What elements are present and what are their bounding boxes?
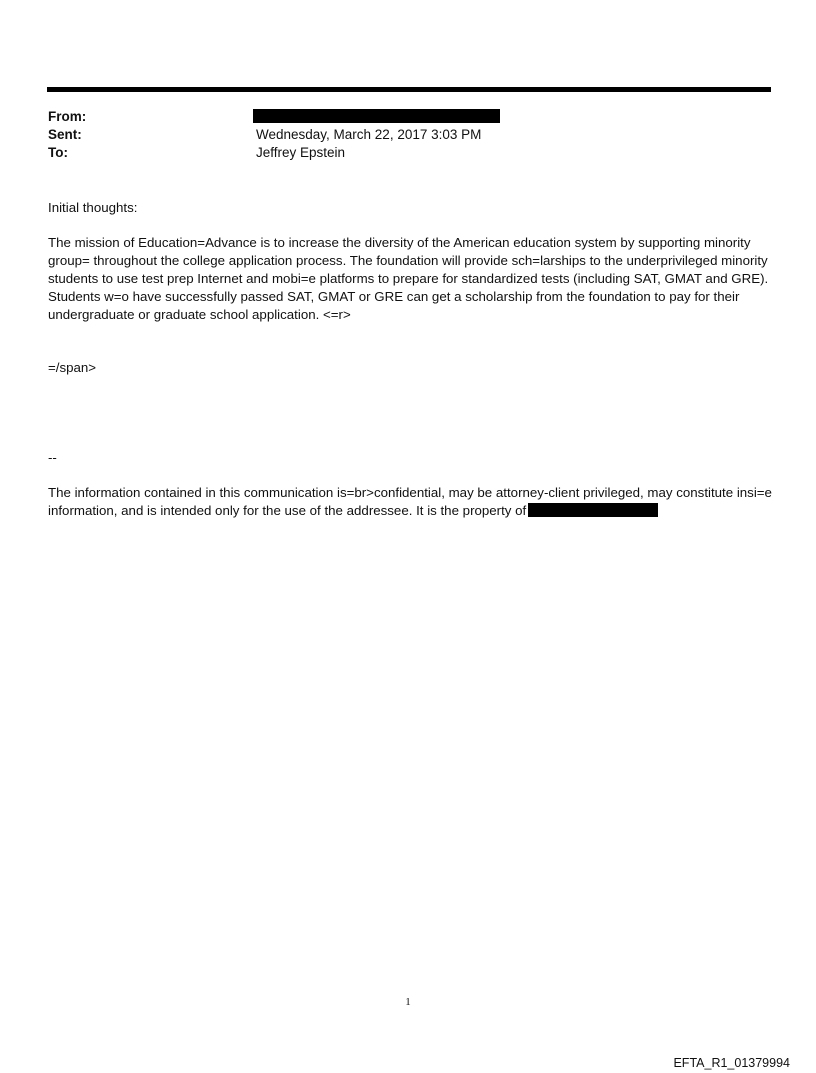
span-artifact-text: =/span> xyxy=(48,360,97,375)
redacted-property-owner xyxy=(528,503,658,517)
signature-separator: -- xyxy=(48,450,57,465)
sent-label: Sent: xyxy=(48,127,82,142)
document-id: EFTA_R1_01379994 xyxy=(673,1056,790,1070)
to-value: Jeffrey Epstein xyxy=(256,145,346,160)
greeting-text: Initial thoughts: xyxy=(48,200,138,215)
sent-value: Wednesday, March 22, 2017 3:03 PM xyxy=(256,127,482,142)
from-label: From: xyxy=(48,109,87,124)
mission-paragraph: The mission of Education=Advance is to increase the diversity of the American education system by supporting minority group= throughout the college application process. The foundation will provide sch=larships to the underprivileged minority students to use test prep Internet and mobi=e platforms to prepare for standardized tests (including SAT, GMAT and GRE). Students w=o have successfully passed SAT, GMAT or GRE can get a scholarship from the foundation to pay for their undergraduate or graduate school application. <=r> xyxy=(48,235,769,322)
to-label: To: xyxy=(48,145,68,160)
disclaimer-text: The information contained in this communication is=br>confidential, may be attorney-client privileged, may constitute insi=e information, and is intended only for the use of the addressee. It is the property of xyxy=(48,485,772,518)
redacted-sender xyxy=(253,109,500,123)
header-divider xyxy=(47,87,771,92)
page-number: 1 xyxy=(405,996,411,1008)
disclaimer-paragraph xyxy=(48,484,773,520)
